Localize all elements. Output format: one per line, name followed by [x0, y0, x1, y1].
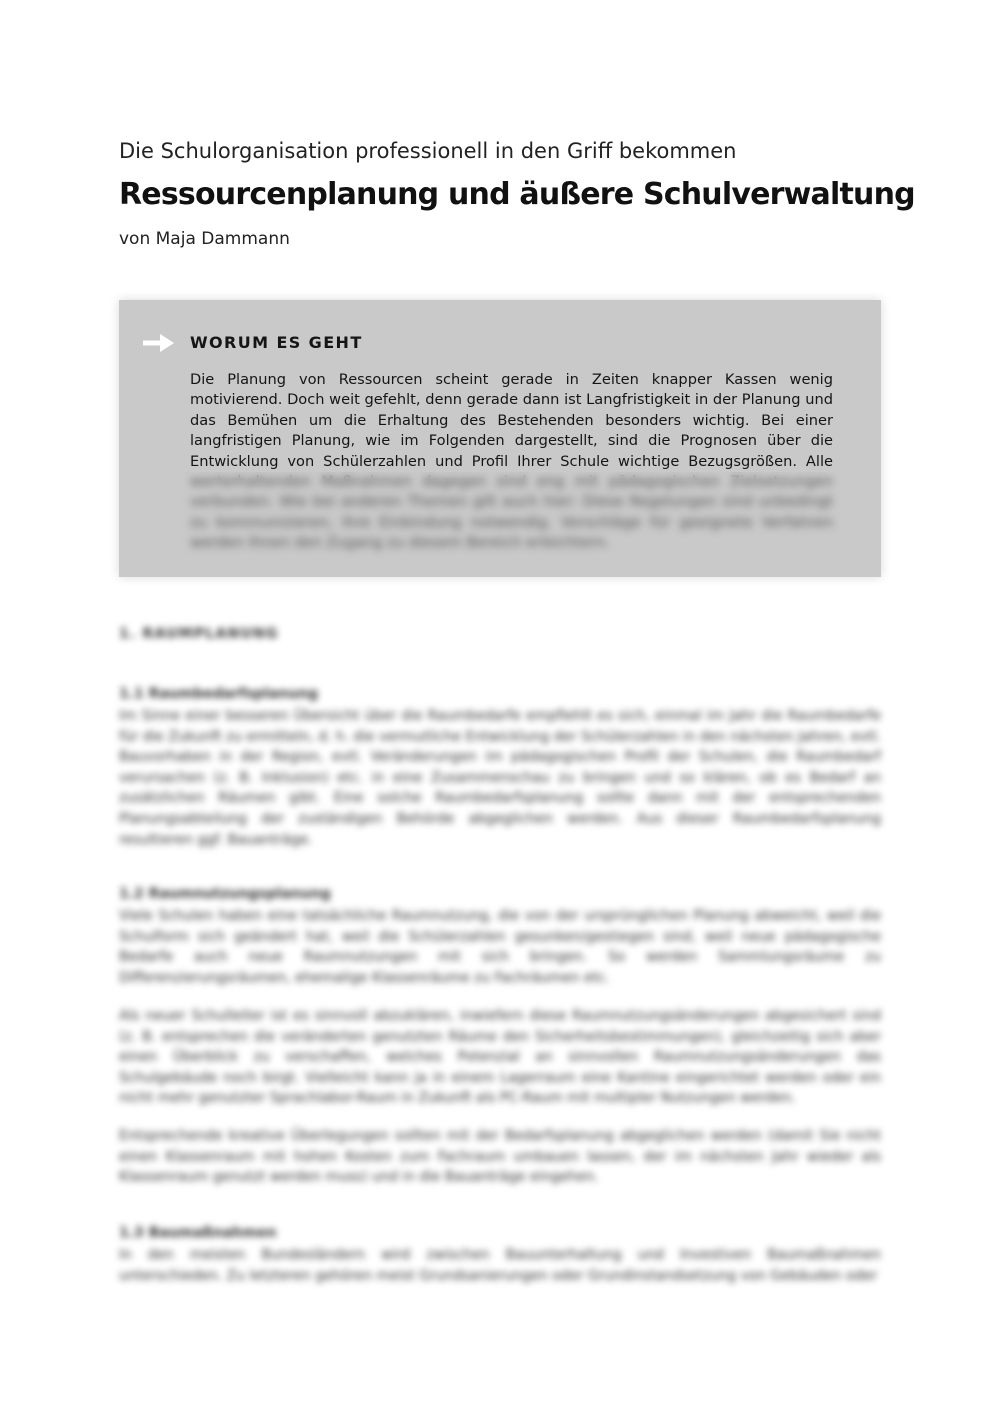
subsection-heading: 1.3 Baumaßnahmen: [119, 1225, 277, 1241]
summary-box: [119, 300, 881, 577]
section-heading: 1. RAUMPLANUNG: [119, 626, 279, 642]
page-title: Ressourcenplanung und äußere Schulverwaltung: [119, 177, 915, 212]
body-paragraph: Entsprechende kreative Überlegungen sollten mit der Bedarfsplanung abgeglichen werden (damit Sie nicht einen Klassenraum mit hohen Kosten zum Fachraum umbauen lassen, der im nächsten Jahr wieder als Klassenraum genutzt werden muss) und in die Bauanträge eingehen.: [119, 1128, 881, 1186]
arrow-right-icon: [143, 333, 175, 353]
summary-text: Die Planung von Ressourcen scheint gerade in Zeiten knapper Kassen wenig motivierend. Doch weit gefehlt, denn gerade dann ist Langfristigkeit in der Planung und das Bemühen um die Erhaltung des Bestehenden besonders wichtig. Bei einer langfristigen Planung, wie im Folgenden dargestellt, sind die Prognosen über die Entwicklung von Schülerzahlen und Profil Ihrer Schule wichtige Bezugsgrößen. Alle werterhaltenden Maßnahmen dagegen sind eng mit pädagogischen Zielsetzungen verbunden. Wie bei anderen Themen gilt auch hier: Diese Regelungen sind unbedingt zu kommunizieren, Ihre Einbindung notwendig. Vorschläge für geeignete Verfahren werden Ihnen den Zugang zu diesem Bereich erleichtern.: [190, 371, 833, 552]
subsection-heading: 1.1 Raumbedarfsplanung: [119, 686, 318, 702]
author-line: von Maja Dammann: [119, 229, 290, 249]
summary-heading: WORUM ES GEHT: [190, 333, 363, 352]
body-paragraph: Viele Schulen haben eine tatsächliche Raumnutzung, die von der ursprünglichen Planung abweicht, weil die Schulform sich geändert hat, weil die Schülerzahlen gesunken/gestiegen sind, weil neue pädagogische Bedarfe auch neue Raumnutzungen mit sich bringen. So werden Sammlungsräume zu Differenzierungsräumen, ehemalige Klassenräume zu Fachräumen etc.: [119, 908, 881, 986]
body-paragraph: Als neuer Schulleiter ist es sinnvoll abzuklären, inwiefern diese Raumnutzungsänderungen abgesichert sind (z. B. entsprechen die veränderten genutzten Räume den Sicherheitsbestimmungen), gleichzeitig sich aber einen Überblick zu verschaffen, welches Potenzial an sinnvollen Raumnutzungsänderungen das Schulgebäude noch birgt. Vielleicht kann ja in einem Lagerraum eine Kantine eingerichtet werden oder ein nicht mehr genutzter Sprachlabor-Raum in Zukunft als PC-Raum mit multipler Nutzungen werden.: [119, 1008, 881, 1107]
body-paragraph: Im Sinne einer besseren Übersicht über die Raumbedarfe empfiehlt es sich, einmal im Jahr die Raumbedarfe für die Zukunft zu ermitteln, d. h. die vermutliche Entwicklung der Schülerzahlen in den nächsten Jahren, evtl. Bauvorhaben in der Region, evtl. Veränderungen im pädagogischen Profil der Schulen, die Raumbedarf verursachen (z. B. Inklusion) etc. in eine Zusammenschau zu bringen und so klären, ob es Bedarf an zusätzlichen Räumen gibt. Eine solche Raumbedarfsplanung sollte dann mit der entsprechenden Planungsabteilung der zuständigen Behörde abgeglichen werden. Aus dieser Raumbedarfsplanung resultieren ggf. Bauanträge.: [119, 708, 881, 848]
blur-overlay: [119, 472, 881, 577]
body-paragraph: In den meisten Bundesländern wird zwischen Bauunterhaltung und Investiven Baumaßnahmen unterschieden. Zu letzteren gehören meist Grundsanierungen oder Grundinstandsetzung von Gebäuden oder: [119, 1247, 881, 1284]
subsection-heading: 1.2 Raumnutzungsplanung: [119, 886, 331, 902]
kicker-line: Die Schulorganisation professionell in den Griff bekommen: [119, 139, 737, 163]
